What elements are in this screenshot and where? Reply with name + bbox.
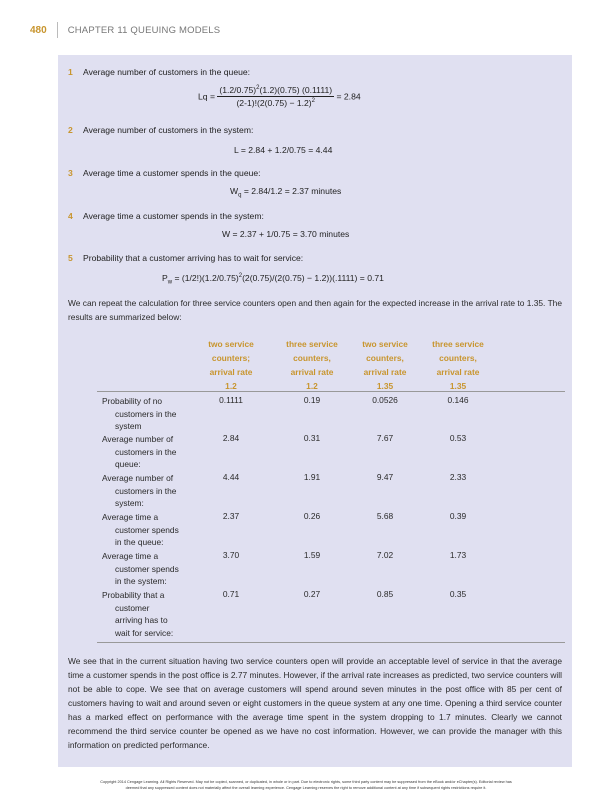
step-label: Average time a customer spends in the system: bbox=[83, 211, 264, 221]
column-header: two service counters, arrival rate 1.35 bbox=[362, 339, 408, 391]
table-bottom-rule bbox=[97, 642, 565, 643]
table-cell: 2.84 bbox=[222, 433, 240, 443]
table-row-label: Probability of no customers in the system bbox=[102, 396, 177, 431]
chapter-title: CHAPTER 11 QUEUING MODELS bbox=[67, 24, 221, 36]
formula-wq: $W_q = 2.84/1.2 = 2.37$ minutes bbox=[230, 186, 342, 199]
table-cell: 0.31 bbox=[303, 433, 321, 443]
table-cell: 0.146 bbox=[447, 395, 469, 405]
step-number: 3 bbox=[68, 168, 73, 178]
table-top-rule bbox=[97, 391, 565, 392]
step-1 bbox=[68, 67, 250, 77]
table-cell: 2.37 bbox=[222, 511, 240, 521]
table-cell: 5.68 bbox=[376, 511, 394, 521]
copyright-line-1: Copyright 2014 Cengage Learning. All Rights Reserved. May not be copied, scanned, or duplicated, in whole or in part. Due to electronic rights, some third party content may be suppressed from the eBook and/or eChapter(s). Editorial review has bbox=[100, 780, 512, 784]
step-label: Probability that a customer arriving has to wait for service: bbox=[83, 253, 304, 263]
table-cell: 1.59 bbox=[303, 550, 321, 560]
table-cell: 7.02 bbox=[376, 550, 394, 560]
conclusion-paragraph: We see that in the current situation having two service counters open will provide an acceptable level of service in that the average time a customer spends in the post office is 2.77 minutes. However, if the arrival rate increases as predicted, two service counters will not be able to cope. We see that on average customers will spend around seven minutes in the post office with 85 per cent of customers having to wait and around seven or eight customers in the queue system at any one time. Opening a third service counter has a marked effect on performance with the average time spent in the system dropping to 1.7 minutes. Clearly we cannot recommend the third service counter be opened as we have no cost information. However, we can provide the manager with this information on predicted performance. bbox=[68, 656, 562, 750]
step-number: 5 bbox=[68, 253, 73, 263]
table-cell: 0.0526 bbox=[372, 395, 398, 405]
step-label: Average number of customers in the system: bbox=[83, 125, 254, 135]
page-number: 480 bbox=[30, 24, 47, 36]
step-4 bbox=[68, 211, 264, 221]
copyright-line-2: deemed that any suppressed content does not materially affect the overall learning experience. Cengage Learning reserves the right to remove additional content at any time if subsequent rights restrictions require it. bbox=[125, 786, 487, 790]
table-cell: 1.73 bbox=[449, 550, 467, 560]
page-header bbox=[30, 22, 220, 38]
step-label: Average time a customer spends in the queue: bbox=[83, 168, 261, 178]
formula-pw: $P_w = (1/2!)(1.2/0.75)^2(2(0.75)/(2(0.75) - 1.2))(.1111) = 0.71$ bbox=[162, 273, 384, 286]
formula-w: W = 2.37 + 1/0.75 = 3.70 minutes bbox=[222, 229, 350, 239]
formula-lq bbox=[198, 85, 361, 108]
table-cell: 0.39 bbox=[449, 511, 467, 521]
step-label: Average number of customers in the queue: bbox=[83, 67, 251, 77]
table-cell: 3.70 bbox=[222, 550, 240, 560]
table-cell: 0.71 bbox=[222, 589, 240, 599]
formula-lq-denominator: $(2-1)!(2(0.75) - 1.2)^2$ bbox=[236, 98, 316, 108]
table-cell: 7.67 bbox=[376, 433, 394, 443]
table-cell: 1.91 bbox=[303, 472, 321, 482]
copyright-footer bbox=[26, 779, 586, 791]
table-cell: 2.33 bbox=[449, 472, 467, 482]
step-number: 1 bbox=[68, 67, 73, 77]
step-3 bbox=[68, 168, 261, 178]
table-cell: 9.47 bbox=[376, 472, 394, 482]
step-5 bbox=[68, 253, 303, 263]
step-number: 2 bbox=[68, 125, 73, 135]
intro-paragraph: We can repeat the calculation for three service counters open and then again for the expected increase in the arrival rate to 1.35. The results are summarized below: bbox=[68, 298, 562, 322]
column-header: two service counters; arrival rate 1.2 bbox=[208, 339, 254, 391]
header-divider bbox=[57, 22, 58, 38]
column-header: three service counters, arrival rate 1.2 bbox=[286, 339, 338, 391]
step-number: 4 bbox=[68, 211, 73, 221]
column-header: three service counters, arrival rate 1.35 bbox=[432, 339, 484, 391]
table-row-label: Average number of customers in the queue: bbox=[102, 434, 177, 469]
table-cell: 0.19 bbox=[303, 395, 321, 405]
table-row-label: Average number of customers in the system: bbox=[102, 473, 177, 508]
table-cell: 0.27 bbox=[303, 589, 321, 599]
table-row-label: Average time a customer spends in the system: bbox=[102, 551, 179, 586]
table-row-label: Probability that a customer arriving has to wait for service: bbox=[102, 590, 174, 638]
formula-l: L = 2.84 + 1.2/0.75 = 4.44 bbox=[234, 145, 333, 155]
step-2 bbox=[68, 125, 253, 135]
formula-lq-fraction bbox=[217, 85, 334, 108]
table-cell: 0.53 bbox=[449, 433, 467, 443]
formula-lq-lhs: Lq = bbox=[198, 91, 215, 102]
formula-lq-numerator: $(1.2/0.75)^2(1.2)(0.75)$ (0.1111) bbox=[219, 85, 333, 95]
table-cell: 0.1111 bbox=[219, 395, 243, 405]
table-cell: 4.44 bbox=[222, 472, 240, 482]
table-cell: 0.26 bbox=[303, 511, 321, 521]
table-cell: 0.85 bbox=[376, 589, 394, 599]
formula-lq-result: = 2.84 bbox=[336, 91, 361, 102]
table-cell: 0.35 bbox=[449, 589, 467, 599]
table-row-label: Average time a customer spends in the queue: bbox=[102, 512, 179, 547]
